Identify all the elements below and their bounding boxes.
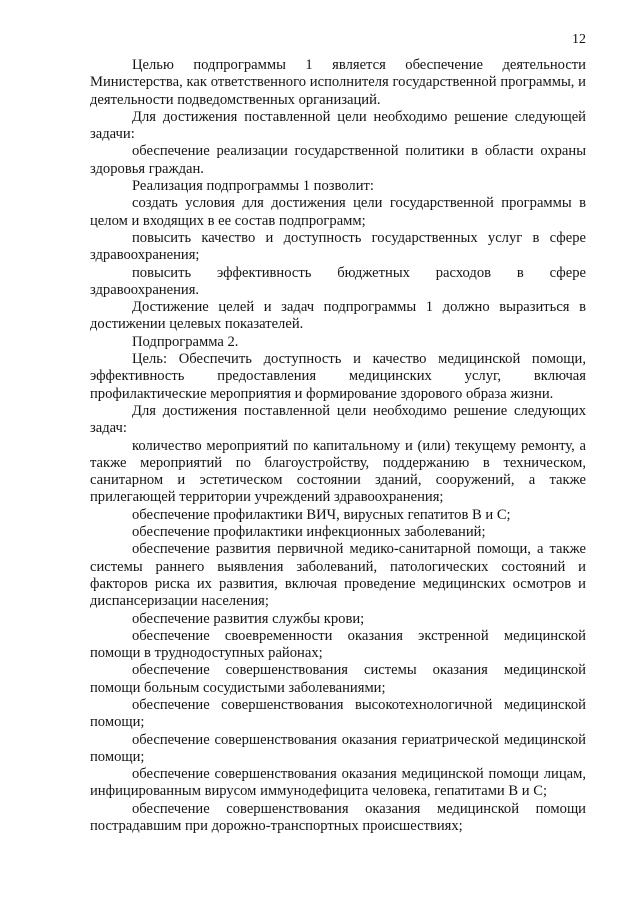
paragraph: обеспечение совершенствования системы оказания медицинской помощи больным сосудистыми заболеваниями; xyxy=(90,662,586,696)
paragraph: Цель: Обеспечить доступность и качество медицинской помощи, эффективность предоставления медицинских услуг, включая профилактические мероприятия и формирование здорового образа жизни. xyxy=(90,351,586,402)
paragraph: Реализация подпрограммы 1 позволит: xyxy=(132,178,374,195)
paragraph: повысить эффективность бюджетных расходов в сфере здравоохранения. xyxy=(90,264,586,298)
paragraph: обеспечение профилактики инфекционных заболеваний; xyxy=(132,524,486,541)
paragraph: обеспечение развития первичной медико-санитарной помощи, а также системы раннего выявления заболеваний, патологических состояний и факторов риска их развития, включая проведение медицинских осмотров и диспансеризации населения; xyxy=(90,541,586,610)
paragraph: обеспечение совершенствования высокотехнологичной медицинской помощи; xyxy=(90,696,586,731)
paragraph: повысить качество и доступность государственных услуг в сфере здравоохранения; xyxy=(90,229,586,264)
page-number: 12 xyxy=(572,32,586,47)
paragraph: обеспечение профилактики ВИЧ, вирусных гепатитов В и С; xyxy=(132,506,511,523)
paragraph: обеспечение совершенствования оказания медицинской помощи лицам, инфицированным вирусом иммунодефицита человека, гепатитами В и С; xyxy=(90,766,586,800)
document-body xyxy=(90,57,586,835)
paragraph: обеспечение реализации государственной политики в области охраны здоровья граждан. xyxy=(90,143,586,177)
paragraph: Целью подпрограммы 1 является обеспечение деятельности Министерства, как ответственного исполнителя государственной программы, и деятельности подведомственных организаций. xyxy=(90,57,586,108)
paragraph: Подпрограмма 2. xyxy=(132,333,239,350)
paragraph: Для достижения поставленной цели необходимо решение следующей задачи: xyxy=(90,108,586,143)
paragraph: создать условия для достижения цели государственной программы в целом и входящих в ее состав подпрограмм; xyxy=(90,195,586,229)
paragraph: обеспечение развития службы крови; xyxy=(132,610,365,627)
paragraph: обеспечение своевременности оказания экстренной медицинской помощи в труднодоступных районах; xyxy=(90,627,586,662)
paragraph: обеспечение совершенствования оказания гериатрической медицинской помощи; xyxy=(90,731,586,765)
paragraph: Достижение целей и задач подпрограммы 1 должно выразиться в достижении целевых показателей. xyxy=(90,299,586,333)
paragraph: обеспечение совершенствования оказания медицинской помощи пострадавшим при дорожно-транспортных происшествиях; xyxy=(90,800,586,835)
paragraph: количество мероприятий по капитальному и (или) текущему ремонту, а также мероприятий по благоустройству, поддержанию в техническом, санитарном и эстетическом состоянии зданий, сооружений, а также прилегающей территории учреждений здравоохранения; xyxy=(90,437,586,506)
paragraph: Для достижения поставленной цели необходимо решение следующих задач: xyxy=(90,402,586,437)
